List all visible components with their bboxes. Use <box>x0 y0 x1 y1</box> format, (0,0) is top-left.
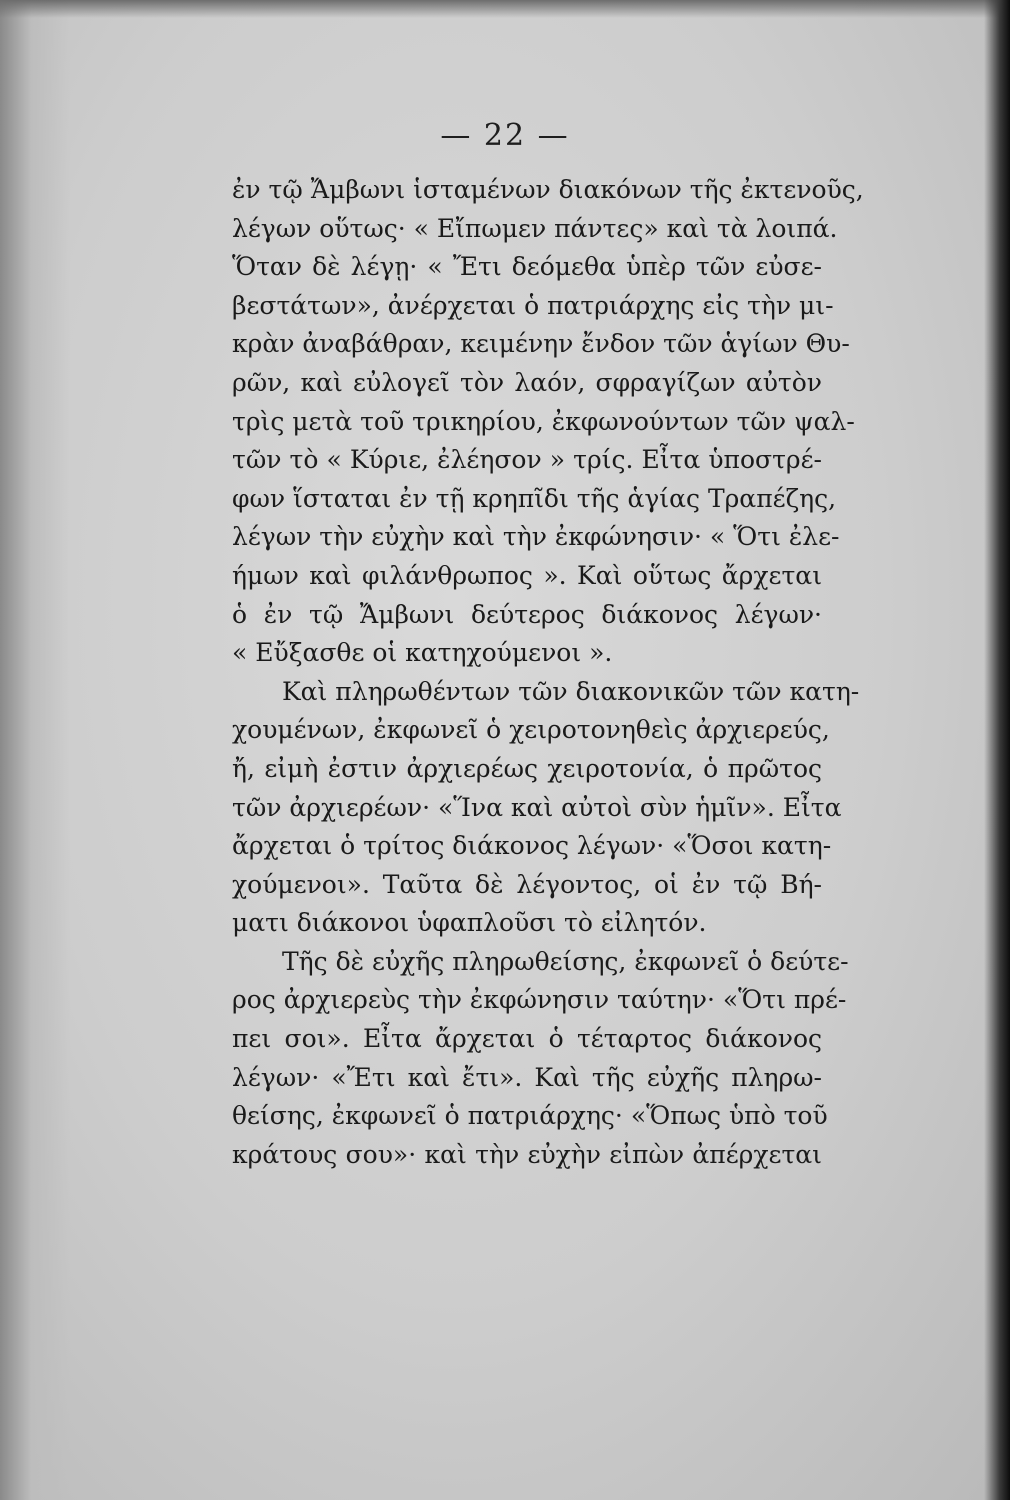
text-line: κράτους σου»· καὶ τὴν εὐχὴν εἰπὼν ἀπέρχεται <box>232 1139 822 1169</box>
text-line: ήμων καὶ φιλάνθρωπος ». Καὶ οὕτως ἄρχεται <box>232 560 822 590</box>
text-line: ἐν τῷ Ἄμβωνι ἱσταμένων διακόνων τῆς ἐκτενοῦς, <box>232 175 864 204</box>
text-line: ὁ ἐν τῷ Ἄμβωνι δεύτερος διάκονος λέγων· <box>232 599 822 629</box>
top-edge-shadow <box>0 0 1010 18</box>
text-line: λέγων· «Ἔτι καὶ ἔτι». Καὶ τῆς εὐχῆς πληρω- <box>232 1062 822 1092</box>
text-line: βεστάτων», ἀνέρχεται ὁ πατριάρχης εἰς τὴν μι- <box>232 290 834 320</box>
text-line: τῶν τὸ « Κύριε, ἐλέησον » τρίς. Εἶτα ὑποστρέ- <box>232 445 822 475</box>
right-edge-shadow <box>984 0 1010 1500</box>
page-number: — 22 — <box>440 118 570 153</box>
text-line: « Εὔξασθε οἱ κατηχούμενοι ». <box>232 638 613 668</box>
text-line: κρὰν ἀναβάθραν, κειμένην ἔνδον τῶν ἁγίων Θυ- <box>232 329 850 359</box>
text-line: Ὅταν δὲ λέγῃ· « Ἔτι δεόμεθα ὑπὲρ τῶν εὐσε- <box>232 252 822 282</box>
text-line: τῶν ἀρχιερέων· «Ἵνα καὶ αὐτοὶ σὺν ἡμῖν». Εἶτα <box>232 792 842 822</box>
text-line: ρος ἀρχιερεὺς τὴν ἐκφώνησιν ταύτην· «Ὅτι πρέ- <box>232 985 847 1015</box>
body-text <box>232 171 864 1174</box>
text-line: χουμένων, ἐκφωνεῖ ὁ χειροτονηθεὶς ἀρχιερεύς, <box>232 715 830 745</box>
text-line: θείσης, ἐκφωνεῖ ὁ πατριάρχης· «Ὅπως ὑπὸ τοῦ <box>232 1101 828 1131</box>
text-line: ἄρχεται ὁ τρίτος διάκονος λέγων· «Ὅσοι κατη- <box>232 831 832 861</box>
text-line: φων ἵσταται ἐν τῇ κρηπῖδι τῆς ἁγίας Τραπέζης, <box>232 483 837 513</box>
text-line: λέγων οὕτως· « Εἴπωμεν πάντες» καὶ τὰ λοιπά. <box>232 213 838 243</box>
text-line: ρῶν, καὶ εὐλογεῖ τὸν λαόν, σφραγίζων αὐτὸν <box>232 367 822 397</box>
paragraph-first-line: Καὶ πληρωθέντων τῶν διακονικῶν τῶν κατη- <box>282 676 860 706</box>
text-line: ἤ, εἰμὴ ἐστιν ἀρχιερέως χειροτονία, ὁ πρῶτος <box>232 753 822 783</box>
text-line: πει σοι». Εἶτα ἄρχεται ὁ τέταρτος διάκονος <box>232 1024 822 1054</box>
text-line: λέγων τὴν εὐχὴν καὶ τὴν ἐκφώνησιν· « Ὅτι ἐλε- <box>232 522 840 552</box>
text-line: τρὶς μετὰ τοῦ τρικηρίου, ἐκφωνούντων τῶν ψαλ- <box>232 406 855 436</box>
paragraph-first-line: Τῆς δὲ εὐχῆς πληρωθείσης, ἐκφωνεῖ ὁ δεύτε- <box>282 946 849 976</box>
text-line: χούμενοι». Ταῦτα δὲ λέγοντος, οἱ ἐν τῷ Βή- <box>232 869 822 899</box>
text-line: ματι διάκονοι ὑφαπλοῦσι τὸ εἰλητόν. <box>232 908 707 938</box>
spine-shadow <box>0 0 70 1500</box>
